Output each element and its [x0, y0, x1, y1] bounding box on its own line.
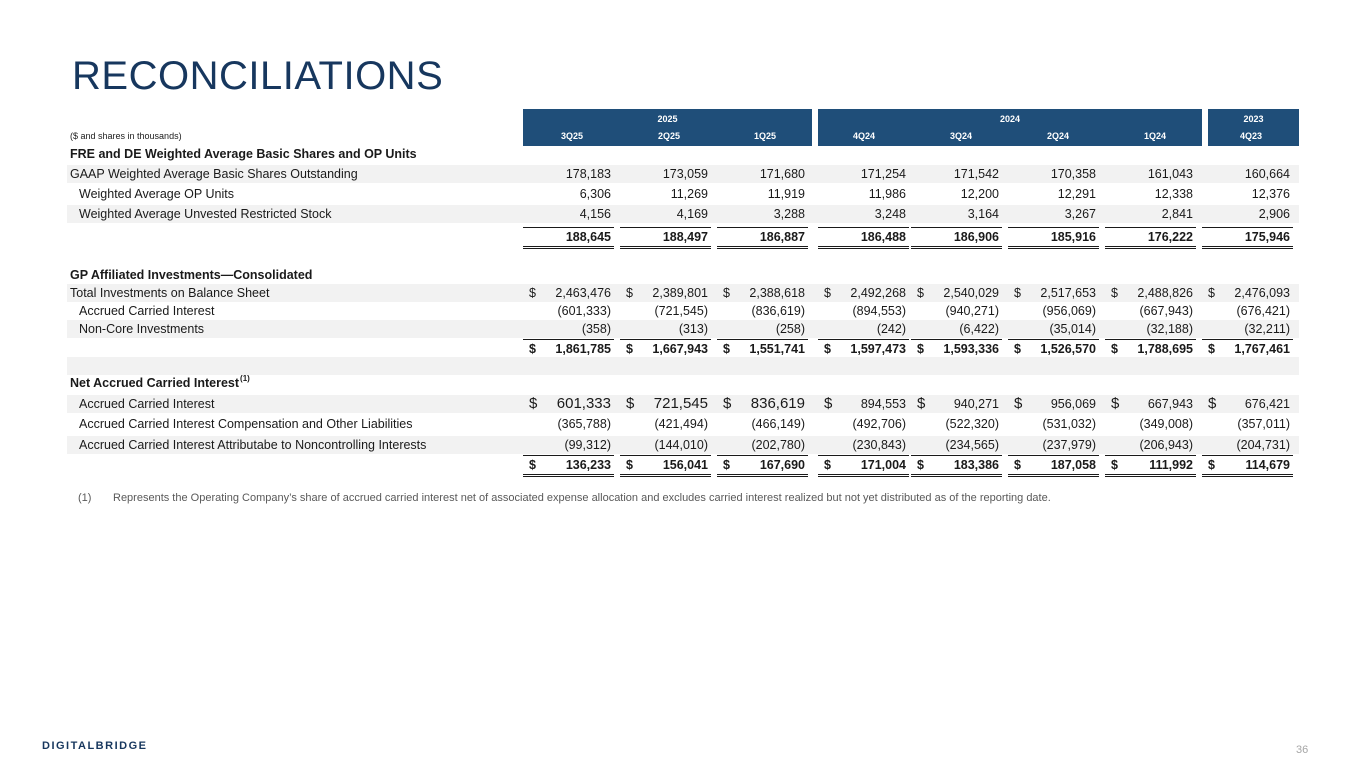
value-cell-4q23 [1202, 436, 1293, 454]
value: (676,421) [1236, 304, 1290, 318]
table-row-label: Weighted Average OP Units [79, 187, 234, 201]
value: (667,943) [1139, 304, 1193, 318]
table-row-label: Non-Core Investments [79, 322, 205, 336]
table-row [67, 205, 1299, 223]
value: (531,032) [1042, 417, 1096, 431]
quarter-header-4q24: 4Q24 [852, 131, 876, 141]
value: 171,254 [860, 167, 906, 181]
value-cell-2q25 [620, 227, 711, 249]
value-cell-3q24 [911, 205, 1002, 223]
value-cell-3q24 [911, 284, 1002, 302]
value-cell-2q24 [1008, 185, 1099, 203]
digitalbridge-logo: DIGITALBRIDGE [42, 740, 148, 752]
value: 956,069 [1050, 397, 1096, 411]
value: 173,059 [662, 167, 708, 181]
value-cell-2q24 [1008, 165, 1099, 183]
currency-symbol: $ [723, 395, 732, 412]
value: 12,200 [960, 187, 999, 201]
table-row [67, 436, 1299, 454]
table-row [67, 284, 1299, 302]
value-cell-2q24 [1008, 284, 1099, 302]
value: (234,565) [945, 438, 999, 452]
value-cell-2q25 [620, 395, 711, 413]
table-row [67, 320, 1299, 338]
value-cell-1q25 [717, 302, 808, 320]
currency-symbol: $ [626, 286, 633, 300]
value-cell-4q23 [1202, 165, 1293, 183]
value: 12,376 [1251, 187, 1290, 201]
value-cell-1q25 [717, 395, 808, 413]
currency-symbol: $ [824, 342, 831, 356]
currency-symbol: $ [1111, 342, 1118, 356]
value-cell-1q25 [717, 185, 808, 203]
currency-symbol: $ [626, 395, 635, 412]
currency-symbol: $ [723, 286, 730, 300]
value: 676,421 [1244, 397, 1290, 411]
value-cell-2q25 [620, 455, 711, 477]
value-cell-1q24 [1105, 227, 1196, 249]
value: (206,943) [1139, 438, 1193, 452]
value-cell-2q25 [620, 302, 711, 320]
year-2024: 2024 [999, 114, 1021, 124]
value-cell-3q25 [523, 227, 614, 249]
value-cell-4q23 [1202, 227, 1293, 249]
year-2025: 2025 [657, 114, 678, 124]
value-cell-2q24 [1008, 436, 1099, 454]
table-row [67, 302, 1299, 320]
currency-symbol: $ [529, 342, 536, 356]
currency-symbol: $ [529, 286, 536, 300]
value: 836,619 [750, 395, 805, 412]
value-cell-4q23 [1202, 395, 1293, 413]
value: 6,306 [579, 187, 611, 201]
value-cell-2q24 [1008, 205, 1099, 223]
currency-symbol: $ [824, 458, 831, 472]
value: (357,011) [1237, 417, 1290, 431]
section-title-gp [67, 266, 1299, 284]
value-cell-3q25 [523, 395, 614, 413]
quarter-header-3q24: 3Q24 [949, 131, 973, 141]
value: 601,333 [556, 395, 611, 412]
value-cell-3q25 [523, 415, 614, 433]
value-cell-3q25 [523, 320, 614, 338]
currency-symbol: $ [824, 286, 831, 300]
value: 160,664 [1244, 167, 1290, 181]
currency-symbol: $ [1014, 458, 1021, 472]
value: 176,222 [1147, 230, 1193, 244]
section-title-nac: Net Accrued Carried Interest (1) [70, 374, 250, 390]
quarter-header-1q25: 1Q25 [753, 131, 777, 141]
value-cell-3q25 [523, 436, 614, 454]
value: 2,517,653 [1040, 286, 1096, 300]
value: (894,553) [852, 304, 906, 318]
value-cell-3q24 [911, 415, 1002, 433]
currency-symbol: $ [1111, 395, 1120, 412]
value: (721,545) [654, 304, 708, 318]
value: 11,986 [868, 187, 906, 201]
total-row-nac [67, 455, 1299, 473]
currency-symbol: $ [1208, 458, 1215, 472]
value: 114,679 [1245, 458, 1290, 472]
value-cell-4q24 [818, 436, 909, 454]
value-cell-1q24 [1105, 415, 1196, 433]
currency-symbol: $ [917, 395, 926, 412]
value: 186,906 [953, 230, 999, 244]
value-cell-4q24 [818, 205, 909, 223]
table-row-label: Weighted Average Unvested Restricted Stock [79, 207, 332, 221]
value: 1,667,943 [652, 342, 708, 356]
value-cell-1q25 [717, 455, 808, 477]
table-row-label: Accrued Carried Interest [79, 304, 215, 318]
currency-symbol: $ [529, 458, 536, 472]
value-cell-3q24 [911, 395, 1002, 413]
value: 4,156 [579, 207, 611, 221]
value: 175,946 [1244, 230, 1290, 244]
value-cell-3q25 [523, 455, 614, 477]
currency-symbol: $ [917, 286, 924, 300]
currency-symbol: $ [723, 458, 730, 472]
value: 2,388,618 [749, 286, 805, 300]
value: 2,492,268 [850, 286, 906, 300]
value: 167,690 [759, 458, 805, 472]
value: 12,338 [1154, 187, 1193, 201]
value: (144,010) [654, 438, 708, 452]
currency-symbol: $ [917, 458, 924, 472]
value: (35,014) [1049, 322, 1096, 336]
value-cell-2q24 [1008, 227, 1099, 249]
section-title-fre [67, 145, 1299, 163]
quarter-header-4q23: 4Q23 [1239, 131, 1263, 141]
value-cell-1q24 [1105, 185, 1196, 203]
value-cell-3q24 [911, 436, 1002, 454]
value-cell-3q24 [911, 185, 1002, 203]
value-cell-4q23 [1202, 205, 1293, 223]
value-cell-4q24 [818, 227, 909, 249]
value-cell-1q25 [717, 227, 808, 249]
value: 171,542 [953, 167, 999, 181]
section-title-nac-label: Net Accrued Carried Interest [70, 376, 240, 390]
value: (358) [581, 322, 611, 336]
value: (258) [775, 322, 805, 336]
currency-symbol: $ [1208, 395, 1217, 412]
value-cell-4q24 [818, 284, 909, 302]
value: 1,597,473 [850, 342, 906, 356]
section-title-fre-label: FRE and DE Weighted Average Basic Shares and OP Units [70, 147, 417, 161]
quarter-header-3q25: 3Q25 [560, 131, 584, 141]
value: (6,422) [959, 322, 999, 336]
value: (522,320) [945, 417, 999, 431]
page-title: RECONCILIATIONS [72, 54, 444, 98]
table-row-label: Total Investments on Balance Sheet [70, 286, 270, 300]
value-cell-3q25 [523, 284, 614, 302]
value-cell-3q24 [911, 227, 1002, 249]
value: (836,619) [751, 304, 805, 318]
value-cell-2q25 [620, 165, 711, 183]
table-row [67, 165, 1299, 183]
value: 2,841 [1161, 207, 1193, 221]
value: 2,463,476 [555, 286, 611, 300]
value-cell-2q25 [620, 320, 711, 338]
value-cell-1q25 [717, 205, 808, 223]
table-row [67, 395, 1299, 413]
spacer-band [67, 357, 1299, 375]
value-cell-2q25 [620, 284, 711, 302]
value: 1,767,461 [1234, 342, 1290, 356]
value: 136,233 [565, 458, 611, 472]
value-cell-4q23 [1202, 185, 1293, 203]
value-cell-3q25 [523, 165, 614, 183]
value-cell-2q25 [620, 415, 711, 433]
value: (242) [876, 322, 906, 336]
value: (956,069) [1042, 304, 1096, 318]
units-note: ($ and shares in thousands) [70, 131, 182, 141]
value: (492,706) [852, 417, 906, 431]
currency-symbol: $ [1208, 342, 1215, 356]
value: 2,488,826 [1137, 286, 1193, 300]
value-cell-1q24 [1105, 205, 1196, 223]
value-cell-3q24 [911, 455, 1002, 477]
currency-symbol: $ [1014, 286, 1021, 300]
quarter-header-1q24: 1Q24 [1143, 131, 1167, 141]
value: (365,788) [557, 417, 611, 431]
value: 3,288 [773, 207, 805, 221]
currency-symbol: $ [917, 342, 924, 356]
value-cell-4q24 [818, 185, 909, 203]
value: (349,008) [1139, 417, 1193, 431]
value: 12,291 [1057, 187, 1096, 201]
value: 171,004 [860, 458, 906, 472]
value-cell-1q24 [1105, 436, 1196, 454]
value-cell-2q25 [620, 205, 711, 223]
value: 183,386 [953, 458, 999, 472]
value-cell-1q25 [717, 165, 808, 183]
currency-symbol: $ [824, 395, 833, 412]
value: 188,645 [565, 230, 611, 244]
value-cell-3q24 [911, 320, 1002, 338]
section-title-gp-label: GP Affiliated Investments—Consolidated [70, 268, 313, 282]
value: (237,979) [1042, 438, 1096, 452]
value: (32,211) [1244, 322, 1290, 336]
footnote [78, 492, 1051, 504]
value-cell-1q24 [1105, 395, 1196, 413]
value-cell-3q24 [911, 302, 1002, 320]
value: 187,058 [1050, 458, 1096, 472]
value-cell-2q24 [1008, 302, 1099, 320]
value: 894,553 [860, 397, 906, 411]
value-cell-1q24 [1105, 165, 1196, 183]
total-row-gp [67, 339, 1299, 357]
value: (466,149) [751, 417, 805, 431]
value-cell-1q24 [1105, 320, 1196, 338]
currency-symbol: $ [1111, 458, 1118, 472]
value: 1,551,741 [749, 342, 805, 356]
value: 188,497 [662, 230, 708, 244]
value: (421,494) [654, 417, 708, 431]
value: 3,248 [874, 207, 906, 221]
value-cell-4q24 [818, 395, 909, 413]
value: 3,267 [1064, 207, 1096, 221]
table-row-label: Accrued Carried Interest Attributabe to Noncontrolling Interests [79, 438, 427, 452]
value-cell-1q24 [1105, 302, 1196, 320]
value: (940,271) [945, 304, 999, 318]
value-cell-2q24 [1008, 455, 1099, 477]
value: 161,043 [1147, 167, 1193, 181]
value-cell-4q24 [818, 302, 909, 320]
value-cell-2q24 [1008, 395, 1099, 413]
value: 2,540,029 [943, 286, 999, 300]
value: 11,269 [670, 187, 708, 201]
currency-symbol: $ [1014, 395, 1023, 412]
table-row-label: Accrued Carried Interest [79, 397, 215, 411]
value-cell-1q25 [717, 415, 808, 433]
value: (313) [678, 322, 708, 336]
value: (202,780) [751, 438, 805, 452]
value: 11,919 [767, 187, 805, 201]
value-cell-3q24 [911, 165, 1002, 183]
value-cell-4q23 [1202, 455, 1293, 477]
page-number: 36 [1296, 744, 1309, 756]
value-cell-2q25 [620, 185, 711, 203]
table-row-label: Accrued Carried Interest Compensation and Other Liabilities [79, 417, 413, 431]
value: 2,389,801 [652, 286, 708, 300]
value: 1,788,695 [1137, 342, 1193, 356]
value-cell-4q23 [1202, 320, 1293, 338]
value: 2,906 [1258, 207, 1290, 221]
value-cell-4q23 [1202, 284, 1293, 302]
value: 178,183 [565, 167, 611, 181]
value: (99,312) [564, 438, 611, 452]
currency-symbol: $ [1111, 286, 1118, 300]
value-cell-1q25 [717, 320, 808, 338]
value: 186,887 [759, 230, 805, 244]
value: 940,271 [953, 397, 999, 411]
value-cell-1q24 [1105, 455, 1196, 477]
value: 1,861,785 [555, 342, 611, 356]
value-cell-2q24 [1008, 415, 1099, 433]
total-row-fre [67, 227, 1299, 245]
table-row [67, 185, 1299, 203]
value-cell-1q24 [1105, 284, 1196, 302]
year-2023: 2023 [1243, 114, 1264, 124]
value: 111,992 [1149, 458, 1193, 472]
value-cell-3q25 [523, 205, 614, 223]
value: 3,164 [967, 207, 999, 221]
value: (32,188) [1146, 322, 1193, 336]
quarter-header-2q25: 2Q25 [657, 131, 681, 141]
value-cell-2q25 [620, 436, 711, 454]
value-cell-4q23 [1202, 302, 1293, 320]
value: 4,169 [676, 207, 708, 221]
currency-symbol: $ [626, 458, 633, 472]
currency-symbol: $ [1208, 286, 1215, 300]
value-cell-3q25 [523, 302, 614, 320]
value: 721,545 [653, 395, 708, 412]
value: 667,943 [1147, 397, 1193, 411]
value-cell-4q24 [818, 165, 909, 183]
value-cell-4q24 [818, 455, 909, 477]
value: 1,526,570 [1040, 342, 1096, 356]
value: (230,843) [852, 438, 906, 452]
value-cell-4q24 [818, 320, 909, 338]
footnote-number: (1) [78, 492, 92, 504]
value: 171,680 [759, 167, 805, 181]
value: 1,593,336 [943, 342, 999, 356]
currency-symbol: $ [626, 342, 633, 356]
currency-symbol: $ [723, 342, 730, 356]
table-row [67, 415, 1299, 433]
value-cell-4q24 [818, 415, 909, 433]
footnote-text: Represents the Operating Company’s share of accrued carried interest net of associated expense allocation and excludes carried interest realized but not yet distributed as of the reporting date. [113, 492, 1051, 504]
value-cell-2q24 [1008, 320, 1099, 338]
value-cell-1q25 [717, 284, 808, 302]
quarter-header-2q24: 2Q24 [1046, 131, 1070, 141]
value: 156,041 [662, 458, 708, 472]
value-cell-3q25 [523, 185, 614, 203]
value-cell-1q25 [717, 436, 808, 454]
table-row-label: GAAP Weighted Average Basic Shares Outstanding [70, 167, 358, 181]
value: 185,916 [1050, 230, 1096, 244]
value: 2,476,093 [1234, 286, 1290, 300]
value: (601,333) [557, 304, 611, 318]
value: 170,358 [1050, 167, 1096, 181]
value: (204,731) [1236, 438, 1290, 452]
currency-symbol: $ [1014, 342, 1021, 356]
value-cell-4q23 [1202, 415, 1293, 433]
value: 186,488 [860, 230, 906, 244]
currency-symbol: $ [529, 395, 538, 412]
